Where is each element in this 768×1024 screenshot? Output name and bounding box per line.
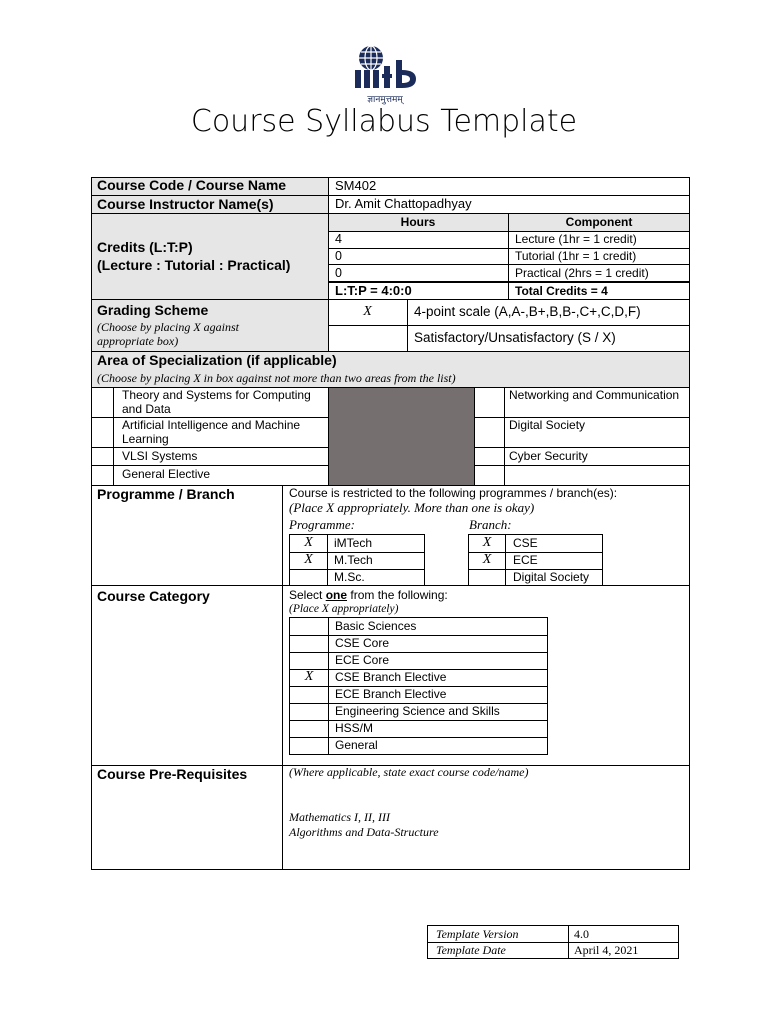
template-version-label: Template Version [436,927,519,941]
grading-option-4point: 4-point scale (A,A-,B+,B,B-,C+,C,D,F) [414,304,641,319]
page-title: Course Syllabus Template [190,104,578,139]
course-code-label: Course Code / Course Name [97,177,287,193]
branch-mark-ece[interactable]: X [482,552,492,567]
prerequisites-label: Course Pre-Requisites [97,766,248,782]
programme-intro: Course is restricted to the following programmes / branch(es): [289,486,618,500]
grading-mark-4point[interactable]: X [363,304,372,319]
spec-item-vlsi: VLSI Systems [122,449,198,463]
ltp-total: L:T:P = 4:0:0 [335,283,412,298]
instructor-value: Dr. Amit Chattopadhyay [335,196,472,211]
spec-item-digital-society: Digital Society [509,418,586,432]
hours-lecture: 4 [335,232,342,246]
programme-header: Programme: [289,517,355,532]
specialization-label: Area of Specialization (if applicable) [97,352,337,368]
prog-mtech: M.Tech [334,553,373,567]
category-intro-suffix: from the following: [347,588,448,602]
category-label: Course Category [97,588,210,604]
template-version-table [427,925,679,959]
category-intro [289,588,448,602]
prerequisite-item-2: Algorithms and Data-Structure [289,825,439,839]
credits-sublabel: (Lecture : Tutorial : Practical) [97,257,291,273]
syllabus-form [91,177,690,870]
branch-cse: CSE [513,536,538,550]
hours-header: Hours [400,215,436,229]
template-date-value: April 4, 2021 [574,943,639,957]
spec-item-networking: Networking and Communication [509,388,680,402]
category-intro-emph: one [325,588,348,602]
branch-ece: ECE [513,553,538,567]
cat-engineering-science: Engineering Science and Skills [335,704,500,718]
total-credits: Total Credits = 4 [515,284,608,298]
template-version-value: 4.0 [574,927,589,941]
component-header: Component [565,215,633,229]
cat-ece-branch-elective: ECE Branch Elective [335,687,447,701]
category-table [289,617,548,755]
prog-imtech: iMTech [334,536,373,550]
grading-label: Grading Scheme [97,302,209,318]
spec-item-general: General Elective [122,467,211,481]
course-code-value: SM402 [335,178,377,193]
hours-practical: 0 [335,266,342,280]
component-lecture: Lecture (1hr = 1 credit) [515,232,637,246]
category-hint: (Place X appropriately) [289,603,399,615]
component-practical: Practical (2hrs = 1 credit) [515,266,649,280]
prog-mark-imtech[interactable]: X [304,535,313,550]
prog-msc: M.Sc. [334,570,365,584]
programme-hint: (Place X appropriately. More than one is okay) [289,500,535,515]
cat-basic-sciences: Basic Sciences [335,619,417,633]
programme-table [289,534,425,586]
branch-digital-society: Digital Society [513,570,590,584]
cat-hssm: HSS/M [335,721,374,735]
cat-cse-branch-elective: CSE Branch Elective [335,670,447,684]
cat-mark-cse-branch-elective[interactable]: X [304,669,314,684]
prerequisite-item-1: Mathematics I, II, III [289,810,390,824]
prog-mark-mtech[interactable]: X [304,552,313,567]
grading-hint: (Choose by placing X against appropriate box) [97,320,239,348]
hours-tutorial: 0 [335,249,342,263]
cat-ece-core: ECE Core [335,653,390,667]
spec-item-cyber-security: Cyber Security [509,449,588,463]
spec-item-theory: Theory and Systems for Computing and Data [122,388,311,416]
cat-cse-core: CSE Core [335,636,390,650]
category-intro-prefix: Select [289,588,326,602]
grading-option-su: Satisfactory/Unsatisfactory (S / X) [414,330,616,345]
component-tutorial: Tutorial (1hr = 1 credit) [515,249,637,263]
programme-label: Programme / Branch [97,486,235,502]
prerequisites-hint: (Where applicable, state exact course code/name) [289,765,529,779]
logo-tagline: ज्ञानमुत्तमम् [367,95,403,105]
credits-label: Credits (L:T:P) [97,239,193,255]
branch-header: Branch: [469,517,512,532]
instructor-label: Course Instructor Name(s) [97,196,274,212]
specialization-hint: (Choose by placing X in box against not more than two areas from the list) [97,371,456,385]
template-date-label: Template Date [436,943,506,957]
cat-general: General [335,738,378,752]
branch-table [468,534,603,586]
branch-mark-cse[interactable]: X [482,535,492,550]
spec-item-ai-ml: Artificial Intelligence and Machine Learning [122,418,301,446]
